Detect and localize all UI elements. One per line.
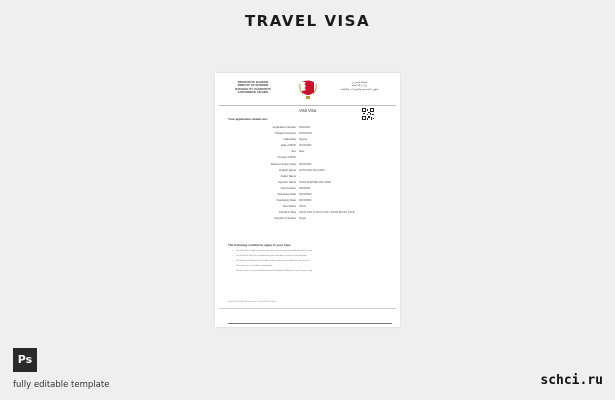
document-header	[215, 73, 400, 107]
ministry-name-arabic: مملكة البحرين وزارة الداخلية شؤون الجنسية والجوازات والإقامة	[340, 81, 379, 91]
field-value: 00/00/0000	[299, 193, 312, 197]
field-label: Application Number	[272, 126, 296, 129]
field-value: 00000000	[299, 186, 311, 190]
visa-details-fields	[228, 126, 393, 224]
field-value: 00/00/0000	[299, 162, 312, 166]
condition-item: • The Number of Entries is the number of times you may enter Bahrain with this Visa.	[232, 259, 382, 264]
field-label: Period of Stay	[279, 211, 296, 215]
field-value: Single	[299, 217, 306, 221]
site-watermark: schci.ru	[540, 373, 603, 388]
field-value: 00/00/0000	[299, 144, 312, 148]
field-value: -	[299, 174, 300, 178]
field-label: Sex	[291, 150, 296, 154]
field-label: Visa Issue Date	[277, 193, 296, 197]
field-value: JOHN DOE WILLIAMS	[299, 168, 325, 172]
header-divider	[219, 105, 396, 106]
visa-type-title: Visit Visa	[298, 108, 317, 113]
condition-item: • The Visit Visa is valid to the date noted on which you must enter Bahrain with the Visa.	[232, 249, 382, 254]
condition-item: • This visit visa is not valid for employment.	[232, 264, 382, 269]
field-row	[228, 217, 393, 223]
field-label: Visa Expiry Date	[276, 199, 296, 203]
field-label: Country of Birth	[277, 156, 296, 160]
page-title: TRAVEL VISA	[244, 12, 371, 30]
field-label: Visa Status	[282, 205, 296, 209]
field-label: Number of Entries	[274, 217, 296, 221]
photoshop-icon: Ps	[13, 348, 37, 372]
field-label: Arabic Name	[280, 174, 296, 178]
field-value: Nigeria	[299, 138, 307, 142]
field-label: Date of Birth	[281, 144, 296, 148]
template-caption: fully editable template	[13, 380, 110, 390]
field-label: Sponsor Name	[278, 180, 296, 184]
qr-code-icon	[362, 108, 374, 120]
field-value: VALID	[299, 205, 307, 209]
field-label: Nationality	[283, 138, 296, 142]
conditions-heading: The following conditions apply to your Visa:	[228, 243, 291, 247]
field-value: VALID FOR 14 DAYS ONLY FROM ENTRY DATE	[299, 211, 355, 215]
conditions-list	[232, 249, 382, 274]
field-value: -	[299, 156, 300, 160]
ministry-name-english: KINGDOM OF BAHRAIN MINISTRY OF INTERIOR NATIONALITY, PASSPORTS & RESIDENCE AFFAIRS	[235, 81, 271, 95]
field-value: A00000000	[299, 132, 312, 136]
field-label: Passport Expiry Date	[270, 162, 296, 166]
field-label: Passport Number	[275, 132, 296, 136]
visa-document	[215, 73, 400, 327]
field-value: Male	[299, 150, 305, 154]
field-value: 00/00/0000	[299, 199, 312, 203]
bottom-divider	[228, 323, 392, 324]
bahrain-emblem-icon	[299, 78, 317, 100]
field-value: JOHN STEPHEN WILLIAMS	[299, 180, 331, 184]
field-label: Visa Number	[280, 186, 296, 190]
document-footer: Issued by: NPRA, Bahrain Date: 00.00.0000 Visit Visa	[228, 301, 276, 303]
field-label: English Name	[279, 168, 296, 172]
condition-item: • The Period of Stay to be counted from your initial date of entry into the Kingdom.	[232, 254, 382, 259]
details-heading: Your application details are:	[228, 117, 268, 121]
field-value: 00000000	[299, 126, 311, 129]
condition-item: • Please contact the nearest Embassy of the Kingdom of Bahrain in case of any change.	[232, 269, 382, 274]
